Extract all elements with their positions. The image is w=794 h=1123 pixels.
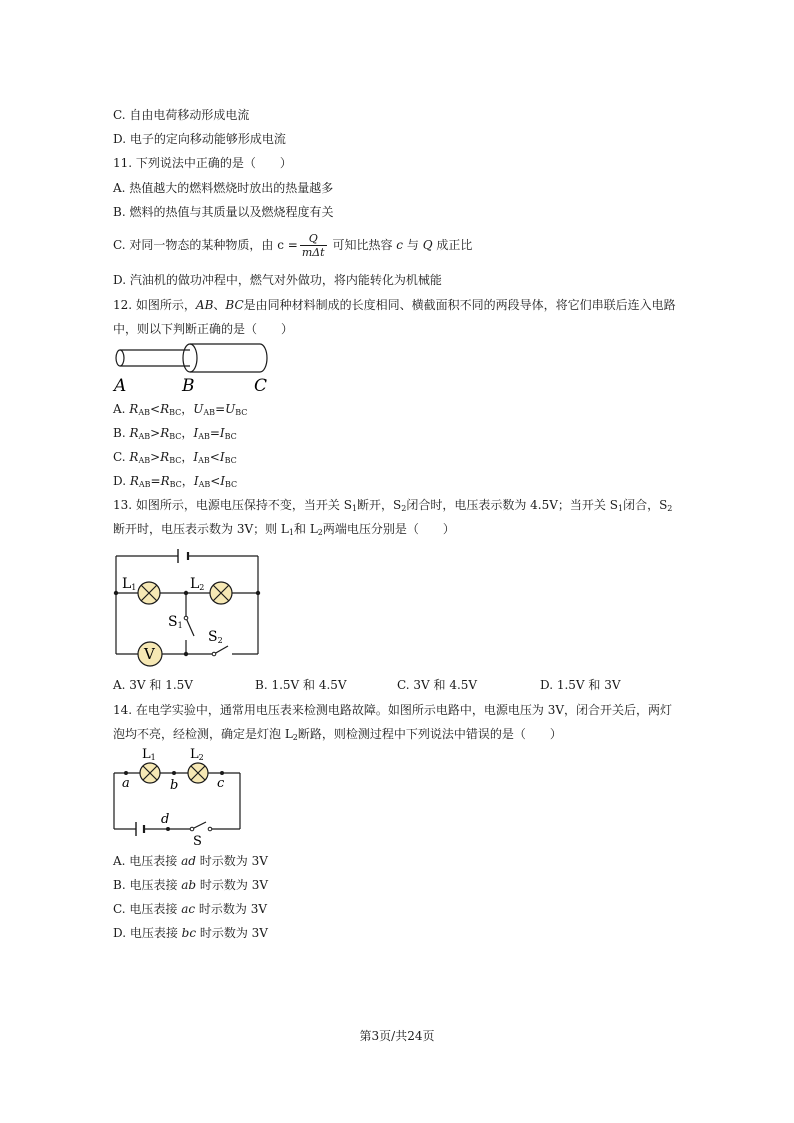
- switch-blade: [192, 822, 206, 829]
- switch-contact-right: [208, 827, 212, 831]
- q12-option-c: C. $R_{AB}>R_{BC}$，$I_{AB}<I_{BC}$: [113, 450, 237, 465]
- q11-option-a: A. 热值越大的燃料燃烧时放出的热量越多: [113, 181, 334, 195]
- label-c: c: [217, 776, 225, 791]
- label-b: b: [170, 778, 179, 793]
- q12-option-a: A. $R_{AB}<R_{BC}$，$U_{AB}=U_{BC}$: [113, 402, 248, 417]
- q11-option-b: B. 燃料的热值与其质量以及燃烧程度有关: [113, 205, 334, 219]
- svg-text:V: V: [144, 645, 155, 663]
- s1-contact: [184, 616, 188, 620]
- lamp-l2: [188, 763, 208, 783]
- switch-contact-left: [190, 827, 194, 831]
- q13-option-b: B. 1.5V 和 4.5V: [255, 678, 347, 692]
- s1-blade: [186, 618, 194, 636]
- q13-option-c: C. 3V 和 4.5V: [397, 678, 478, 692]
- lamp-l1: [140, 763, 160, 783]
- q11-stem: 11. 下列说法中正确的是（ ）: [113, 156, 292, 170]
- q11-option-d: D. 汽油机的做功冲程中，燃气对外做功，将内能转化为机械能: [113, 273, 442, 287]
- q14-option-d: D. 电压表接 bc 时示数为 3V: [113, 926, 268, 940]
- s2-blade: [214, 646, 228, 654]
- label-a: A: [114, 376, 127, 396]
- q13-option-d: D. 1.5V 和 3V: [540, 678, 621, 692]
- q12-conductor-figure: [110, 340, 280, 396]
- voltmeter: [138, 642, 162, 666]
- page-number-footer: 第3页/共24页: [359, 1029, 435, 1043]
- q12-option-d: D. $R_{AB}=R_{BC}$，$I_{AB}<I_{BC}$: [113, 474, 238, 489]
- label-d: d: [161, 812, 170, 827]
- s2-contact: [212, 652, 216, 656]
- label-s2: S2: [208, 629, 223, 645]
- label-s1: S1: [168, 614, 183, 630]
- q13-stem-line1: 13. 如图所示，电源电压保持不变，当开关 $S_1$断开，$S_2$闭合时，电压表示数为 4.5V；当开关 $S_1$闭合，$S_2$: [113, 498, 673, 513]
- label-l1: L1: [122, 576, 137, 592]
- junction-dots: [114, 591, 260, 656]
- q14-option-a: A. 电压表接 ad 时示数为 3V: [113, 854, 268, 868]
- conductor-bc-right-end: [260, 344, 267, 372]
- side-wires: [116, 556, 258, 654]
- q14-circuit-diagram: [108, 742, 248, 848]
- q13-option-a: A. 3V 和 1.5V: [113, 678, 193, 692]
- conductor-bc-left-end: [183, 344, 197, 372]
- q14-option-b: B. 电压表接 ab 时示数为 3V: [113, 878, 269, 892]
- label-a: a: [122, 776, 130, 791]
- label-l2: L2: [190, 747, 204, 762]
- label-b: B: [182, 376, 195, 396]
- q12-option-b: B. $R_{AB}>R_{BC}$，$I_{AB}=I_{BC}$: [113, 426, 237, 441]
- q10-option-c: C. 自由电荷移动形成电流: [113, 108, 250, 122]
- conductor-ab-end: [116, 350, 124, 366]
- lamp-l1: [138, 582, 160, 604]
- q12-stem-line2: 中，则以下判断正确的是（ ）: [113, 322, 294, 336]
- specific-heat-formula: c = $\frac{Q}{\text{mΔt}}$: [277, 232, 325, 259]
- lamp-l2: [210, 582, 232, 604]
- q14-stem-line2: 泡均不亮，经检测，确定是灯泡 $L_2$断路，则检测过程中下列说法中错误的是（ ）: [113, 727, 562, 742]
- q11-option-c: C. 对同一物态的某种物质，由 c = $\frac{Q}{\text{mΔt}}$ 可知比热容 c 与 Q 成正比: [113, 232, 473, 259]
- label-l2: L2: [190, 576, 205, 592]
- label-c: C: [254, 376, 268, 396]
- q13-stem-line2: 断开时，电压表示数为 3V；则 $L_1$和 $L_2$两端电压分别是（ ）: [113, 522, 455, 537]
- q13-circuit-diagram: [108, 540, 268, 668]
- conductor-bc: [190, 344, 260, 372]
- q12-stem-line1: 12. 如图所示，AB、BC是由同种材料制成的长度相同、横截面积不同的两段导体，将它们串联后连入电路: [113, 298, 676, 312]
- q10-option-d: D. 电子的定向移动能够形成电流: [113, 132, 286, 146]
- label-l1: L1: [142, 747, 156, 762]
- conductor-ab: [120, 350, 190, 366]
- q14-stem-line1: 14. 在电学实验中，通常用电压表来检测电路故障。如图所示电路中，电源电压为 3V，闭合开关后，两灯: [113, 703, 673, 717]
- label-s: S: [193, 834, 202, 848]
- q14-option-c: C. 电压表接 ac 时示数为 3V: [113, 902, 268, 916]
